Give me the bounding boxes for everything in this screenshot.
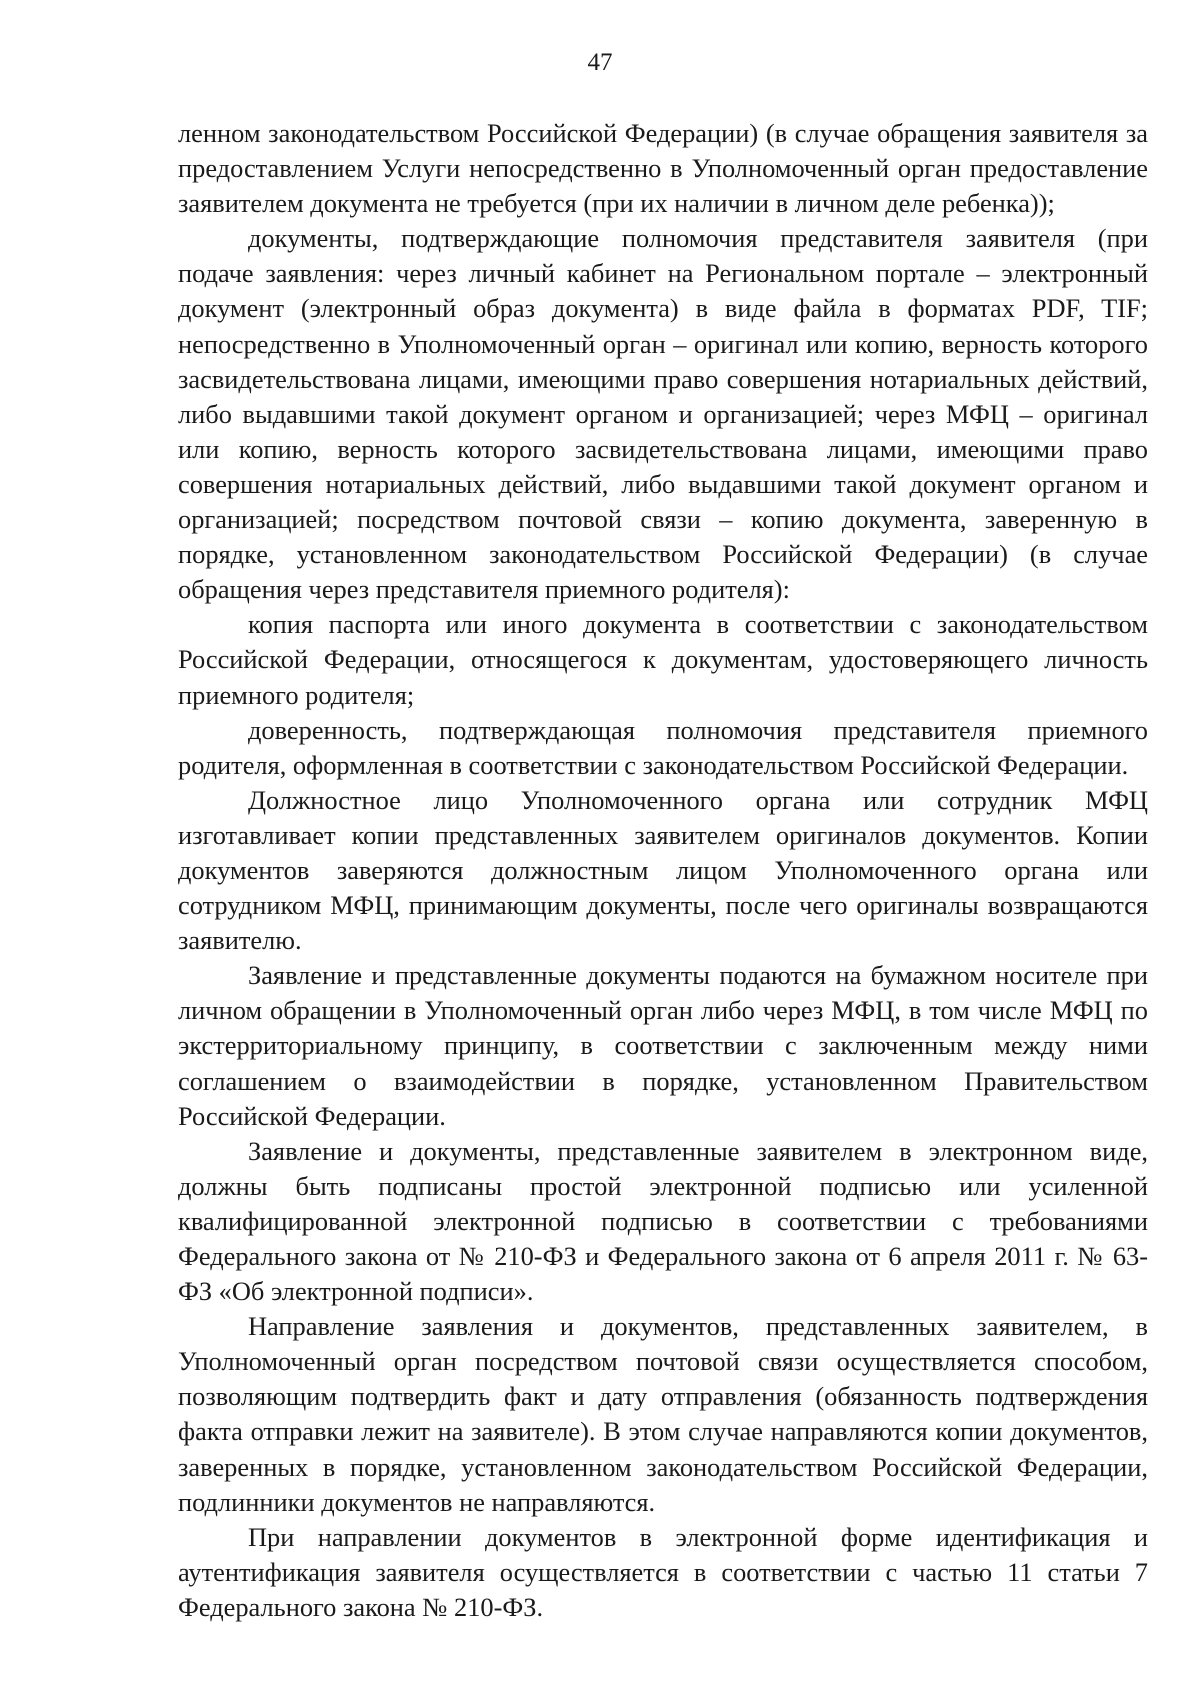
- paragraph: Направление заявления и документов, представленных заявителем, в Уполномоченный орган посредством почтовой связи осуществляется способом, позволяющим подтвердить факт и дату отправления (обязанность подтверждения факта отправки лежит на заявителе). В этом случае направляются копии документов, заверенных в порядке, установленном законодательством Российской Федерации, подлинники документов не направляются.: [178, 1311, 1148, 1517]
- page-number: 47: [587, 49, 613, 76]
- paragraph: При направлении документов в электронной форме идентификация и аутентификация заявителя осуществляется в соответствии с частью 11 статьи 7 Федерального закона № 210-ФЗ.: [178, 1521, 1148, 1622]
- paragraph: документы, подтверждающие полномочия представителя заявителя (при подаче заявления: через личный кабинет на Региональном портале – электронный документ (электронный образ документа) в виде файла в форматах PDF, TIF; непосредственно в Уполномоченный орган – оригинал или копию, верность которого засвидетельствована лицами, имеющими право совершения нотариальных действий, либо выдавшими такой документ органом и организацией; через МФЦ – оригинал или копию, верность которого засвидетельствована лицами, имеющими право совершения нотариальных действий, либо выдавшими такой документ органом и организацией; посредством почтовой связи – копию документа, заверенную в порядке, установленном законодательством Российской Федерации) (в случае обращения через представителя приемного родителя):: [178, 223, 1148, 605]
- paragraph: копия паспорта или иного документа в соответствии с законодательством Российской Федерации, относящегося к документам, удостоверяющего личность приемного родителя;: [178, 609, 1148, 710]
- document-body: [178, 116, 1148, 1625]
- paragraph: Заявление и документы, представленные заявителем в электронном виде, должны быть подписаны простой электронной подписью или усиленной квалифицированной электронной подписью в соответствии с требованиями Федерального закона от № 210-ФЗ и Федерального закона от 6 апреля 2011 г. № 63-ФЗ «Об электронной подписи».: [178, 1135, 1148, 1307]
- paragraph-continuation: ленном законодательством Российской Федерации) (в случае обращения заявителя за предоставлением Услуги непосредственно в Уполномоченный орган предоставление заявителем документа не требуется (при их наличии в личном деле ребенка));: [178, 118, 1148, 219]
- paragraph: доверенность, подтверждающая полномочия представителя приемного родителя, оформленная в соответствии с законодательством Российской Федерации.: [178, 714, 1148, 780]
- paragraph: Заявление и представленные документы подаются на бумажном носителе при личном обращении в Уполномоченный орган либо через МФЦ, в том числе МФЦ по экстерриториальному принципу, в соответствии с заключенным между ними соглашением о взаимодействии в порядке, установленном Правительством Российской Федерации.: [178, 960, 1148, 1131]
- paragraph: Должностное лицо Уполномоченного органа или сотрудник МФЦ изготавливает копии представленных заявителем оригиналов документов. Копии документов заверяются должностным лицом Уполномоченного органа или сотрудником МФЦ, принимающим документы, после чего оригиналы возвращаются заявителю.: [178, 784, 1148, 956]
